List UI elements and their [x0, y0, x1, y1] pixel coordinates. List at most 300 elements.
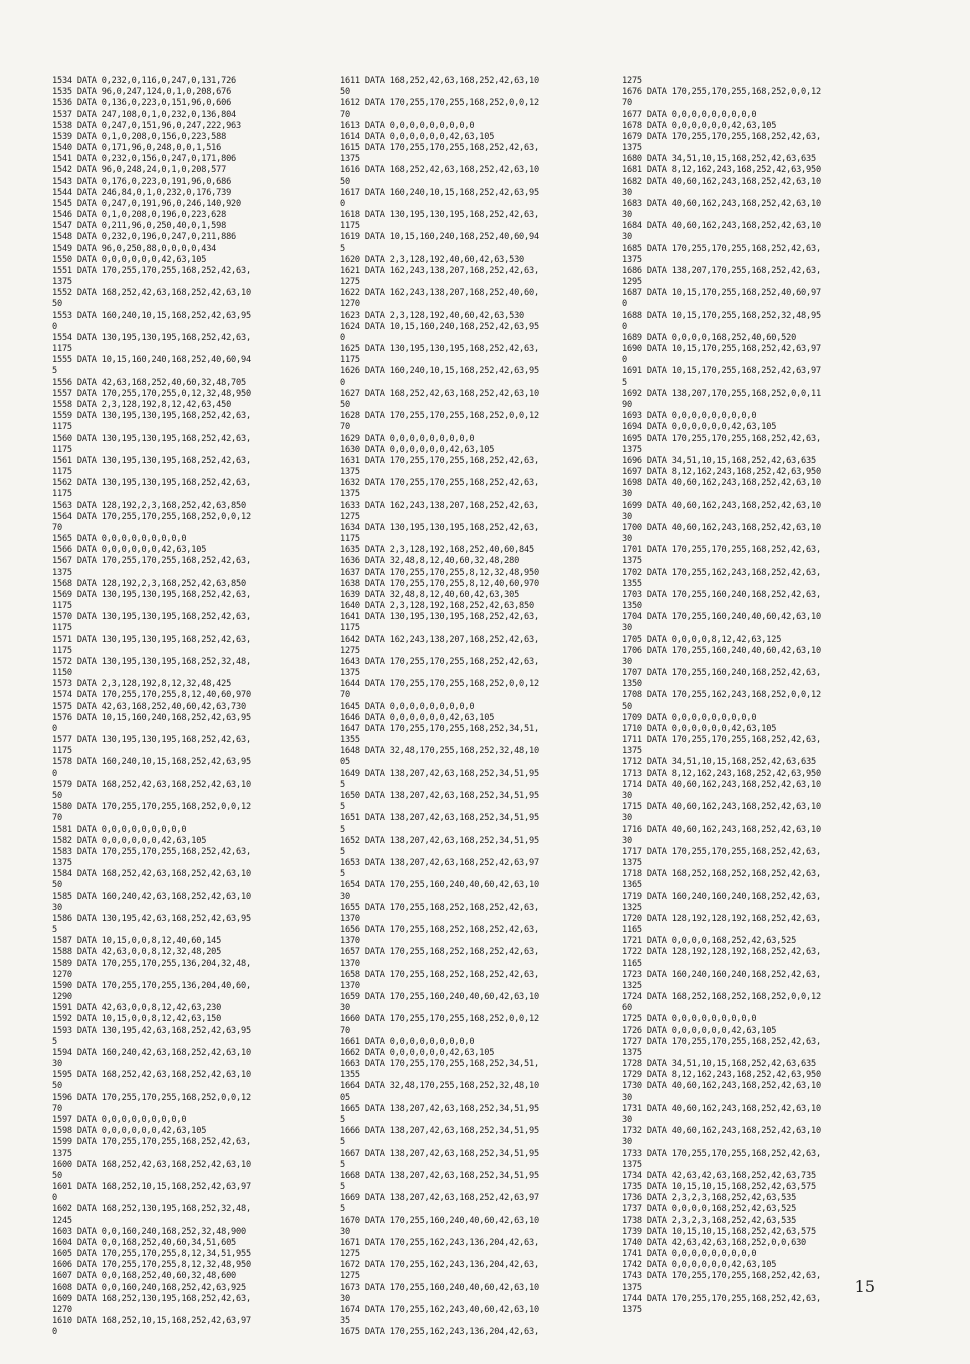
listing-line: 1370 — [340, 913, 360, 924]
listing-line: 1692 DATA 138,207,170,255,168,252,0,0,11 — [622, 388, 821, 399]
listing-line: 30 — [622, 232, 632, 243]
listing-line: 1651 DATA 138,207,42,63,168,252,34,51,95 — [340, 813, 539, 824]
listing-line: 30 — [622, 1137, 632, 1148]
listing-line: 1370 — [340, 958, 360, 969]
listing-line: 1632 DATA 170,255,170,255,168,252,42,63, — [340, 478, 539, 489]
listing-line: 1546 DATA 0,1,0,208,0,196,0,223,628 — [52, 210, 227, 221]
listing-line: 70 — [340, 690, 350, 701]
listing-line: 1552 DATA 168,252,42,63,168,252,42,63,10 — [52, 288, 251, 299]
listing-line: 1664 DATA 32,48,170,255,168,252,32,48,10 — [340, 1081, 539, 1092]
listing-line: 1551 DATA 170,255,170,255,168,252,42,63, — [52, 265, 251, 276]
listing-line: 1621 DATA 162,243,138,207,168,252,42,63, — [340, 265, 539, 276]
listing-line: 1610 DATA 168,252,10,15,168,252,42,63,97 — [52, 1316, 251, 1327]
listing-line: 1624 DATA 10,15,160,240,168,252,42,63,95 — [340, 321, 539, 332]
listing-line: 1563 DATA 128,192,2,3,168,252,42,63,850 — [52, 500, 246, 511]
listing-line: 1355 — [622, 578, 642, 589]
listing-line: 70 — [340, 109, 350, 120]
listing-line: 1175 — [52, 601, 72, 612]
listing-line: 1567 DATA 170,255,170,255,168,252,42,63, — [52, 556, 251, 567]
listing-line: 0 — [52, 321, 57, 332]
listing-line: 30 — [622, 835, 632, 846]
listing-line: 1717 DATA 170,255,170,255,168,252,42,63, — [622, 846, 821, 857]
listing-line: 1375 — [622, 444, 642, 455]
listing-line: 1590 DATA 170,255,170,255,136,204,40,60, — [52, 980, 251, 991]
listing-line: 1375 — [622, 1159, 642, 1170]
listing-line: 1741 DATA 0,0,0,0,0,0,0,0,0 — [622, 1249, 757, 1260]
listing-line: 1355 — [340, 1070, 360, 1081]
listing-line: 30 — [622, 1114, 632, 1125]
listing-line: 1734 DATA 42,63,42,63,168,252,42,63,735 — [622, 1170, 816, 1181]
listing-line: 1687 DATA 10,15,170,255,168,252,40,60,97 — [622, 288, 821, 299]
listing-line: 1555 DATA 10,15,160,240,168,252,40,60,94 — [52, 355, 251, 366]
listing-line: 1735 DATA 10,15,10,15,168,252,42,63,575 — [622, 1182, 816, 1193]
listing-line: 1540 DATA 0,171,96,0,248,0,0,1,516 — [52, 143, 222, 154]
listing-line: 1584 DATA 168,252,42,63,168,252,42,63,10 — [52, 869, 251, 880]
listing-line: 1712 DATA 34,51,10,15,168,252,42,63,635 — [622, 757, 816, 768]
listing-line: 1686 DATA 138,207,170,255,168,252,42,63, — [622, 265, 821, 276]
listing-line: 1557 DATA 170,255,170,255,0,12,32,48,950 — [52, 388, 251, 399]
listing-line: 1599 DATA 170,255,170,255,168,252,42,63, — [52, 1137, 251, 1148]
listing-line: 5 — [340, 779, 345, 790]
listing-line: 1295 — [622, 277, 642, 288]
listing-line: 1165 — [622, 958, 642, 969]
listing-line: 1270 — [340, 299, 360, 310]
listing-line: 1568 DATA 128,192,2,3,168,252,42,63,850 — [52, 578, 246, 589]
listing-line: 5 — [340, 1182, 345, 1193]
listing-line: 5 — [52, 1036, 57, 1047]
listing-line: 5 — [340, 1204, 345, 1215]
listing-line: 1375 — [52, 858, 72, 869]
listing-line: 1708 DATA 170,255,162,243,168,252,0,0,12 — [622, 690, 821, 701]
listing-line: 5 — [340, 243, 345, 254]
listing-line: 1626 DATA 160,240,10,15,168,252,42,63,95 — [340, 366, 539, 377]
listing-line: 1731 DATA 40,60,162,243,168,252,42,63,10 — [622, 1103, 821, 1114]
listing-line: 1707 DATA 170,255,160,240,168,252,42,63, — [622, 668, 821, 679]
listing-line: 1543 DATA 0,176,0,223,0,191,96,0,686 — [52, 176, 232, 187]
listing-line: 1539 DATA 0,1,0,208,0,156,0,223,588 — [52, 131, 227, 142]
listing-line: 1655 DATA 170,255,168,252,168,252,42,63, — [340, 902, 539, 913]
listing-line: 1576 DATA 10,15,160,240,168,252,42,63,95 — [52, 712, 251, 723]
listing-line: 0 — [340, 198, 345, 209]
listing-line: 1592 DATA 10,15,0,0,8,12,42,63,150 — [52, 1014, 222, 1025]
listing-line: 0 — [52, 723, 57, 734]
listing-line: 1600 DATA 168,252,42,63,168,252,42,63,10 — [52, 1159, 251, 1170]
listing-line: 1150 — [52, 668, 72, 679]
listing-line: 1619 DATA 10,15,160,240,168,252,40,60,94 — [340, 232, 539, 243]
listing-line: 1742 DATA 0,0,0,0,0,0,42,63,105 — [622, 1260, 777, 1271]
listing-line: 5 — [622, 377, 627, 388]
listing-line: 30 — [622, 210, 632, 221]
listing-line: 1175 — [52, 344, 72, 355]
listing-line: 1370 — [340, 936, 360, 947]
listing-line: 1675 DATA 170,255,162,243,136,204,42,63, — [340, 1327, 539, 1338]
listing-line: 1558 DATA 2,3,128,192,8,12,42,63,450 — [52, 399, 232, 410]
listing-line: 1638 DATA 170,255,170,255,8,12,40,60,970 — [340, 578, 539, 589]
listing-line: 1375 — [622, 254, 642, 265]
listing-line: 1656 DATA 170,255,168,252,168,252,42,63, — [340, 925, 539, 936]
listing-line: 30 — [622, 656, 632, 667]
listing-line: 1724 DATA 168,252,168,252,168,252,0,0,12 — [622, 992, 821, 1003]
listing-line: 1630 DATA 0,0,0,0,0,0,42,63,105 — [340, 444, 495, 455]
listing-line: 1721 DATA 0,0,0,0,168,252,42,63,525 — [622, 936, 797, 947]
listing-line: 1594 DATA 160,240,42,63,168,252,42,63,10 — [52, 1047, 251, 1058]
listing-line: 5 — [340, 1137, 345, 1148]
listing-line: 1683 DATA 40,60,162,243,168,252,42,63,10 — [622, 198, 821, 209]
listing-line: 1561 DATA 130,195,130,195,168,252,42,63, — [52, 455, 251, 466]
listing-line: 1591 DATA 42,63,0,0,8,12,42,63,230 — [52, 1003, 222, 1014]
listing-line: 1562 DATA 130,195,130,195,168,252,42,63, — [52, 478, 251, 489]
listing-line: 1375 — [52, 277, 72, 288]
listing-line: 1690 DATA 10,15,170,255,168,252,42,63,97 — [622, 344, 821, 355]
listing-line: 5 — [340, 802, 345, 813]
listing-line: 1574 DATA 170,255,170,255,8,12,40,60,970 — [52, 690, 251, 701]
listing-line: 1640 DATA 2,3,128,192,168,252,42,63,850 — [340, 601, 534, 612]
listing-line: 1711 DATA 170,255,170,255,168,252,42,63, — [622, 735, 821, 746]
listing-line: 1728 DATA 34,51,10,15,168,252,42,63,635 — [622, 1059, 816, 1070]
listing-line: 1668 DATA 138,207,42,63,168,252,34,51,95 — [340, 1170, 539, 1181]
listing-line: 1175 — [340, 534, 360, 545]
listing-line: 1608 DATA 0,0,160,240,168,252,42,63,925 — [52, 1282, 246, 1293]
listing-line: 30 — [622, 534, 632, 545]
listing-line: 0 — [622, 355, 627, 366]
listing-line: 1537 DATA 247,108,0,1,0,232,0,136,804 — [52, 109, 237, 120]
listing-line: 1637 DATA 170,255,170,255,8,12,32,48,950 — [340, 567, 539, 578]
listing-line: 1582 DATA 0,0,0,0,0,0,42,63,105 — [52, 835, 207, 846]
listing-line: 1375 — [340, 489, 360, 500]
listing-line: 1275 — [340, 1249, 360, 1260]
listing-line: 1275 — [340, 277, 360, 288]
listing-line: 1660 DATA 170,255,170,255,168,252,0,0,12 — [340, 1014, 539, 1025]
listing-line: 1702 DATA 170,255,162,243,168,252,42,63, — [622, 567, 821, 578]
listing-line: 70 — [52, 813, 62, 824]
listing-line: 1634 DATA 130,195,130,195,168,252,42,63, — [340, 522, 539, 533]
listing-line: 1680 DATA 34,51,10,15,168,252,42,63,635 — [622, 154, 816, 165]
listing-line: 1627 DATA 168,252,42,63,168,252,42,63,10 — [340, 388, 539, 399]
listing-line: 1589 DATA 170,255,170,255,136,204,32,48, — [52, 958, 251, 969]
listing-line: 1290 — [52, 992, 72, 1003]
listing-line: 1635 DATA 2,3,128,192,168,252,40,60,845 — [340, 545, 534, 556]
listing-line: 1701 DATA 170,255,170,255,168,252,42,63, — [622, 545, 821, 556]
listing-line: 1709 DATA 0,0,0,0,0,0,0,0,0 — [622, 712, 757, 723]
listing-line: 1681 DATA 8,12,162,243,168,252,42,63,950 — [622, 165, 821, 176]
listing-line: 1587 DATA 10,15,0,0,8,12,40,60,145 — [52, 936, 222, 947]
listing-line: 1175 — [340, 355, 360, 366]
listing-line: 70 — [52, 1103, 62, 1114]
listing-line: 70 — [52, 522, 62, 533]
listing-line: 1544 DATA 246,84,0,1,0,232,0,176,739 — [52, 187, 232, 198]
listing-line: 1715 DATA 40,60,162,243,168,252,42,63,10 — [622, 802, 821, 813]
listing-line: 1572 DATA 130,195,130,195,168,252,32,48, — [52, 656, 251, 667]
listing-line: 1620 DATA 2,3,128,192,40,60,42,63,530 — [340, 254, 525, 265]
listing-line: 1550 DATA 0,0,0,0,0,0,42,63,105 — [52, 254, 207, 265]
listing-line: 1175 — [52, 623, 72, 634]
listing-line: 1646 DATA 0,0,0,0,0,0,42,63,105 — [340, 712, 495, 723]
listing-line: 1639 DATA 32,48,8,12,40,60,42,63,305 — [340, 589, 520, 600]
listing-line: 70 — [340, 422, 350, 433]
listing-line: 1713 DATA 8,12,162,243,168,252,42,63,950 — [622, 768, 821, 779]
listing-column-1 — [52, 76, 332, 1338]
listing-line: 1542 DATA 96,0,248,24,0,1,0,208,577 — [52, 165, 227, 176]
listing-line: 1175 — [52, 645, 72, 656]
listing-line: 1554 DATA 130,195,130,195,168,252,42,63, — [52, 332, 251, 343]
listing-line: 50 — [340, 399, 350, 410]
listing-line: 1705 DATA 0,0,0,0,8,12,42,63,125 — [622, 634, 782, 645]
listing-line: 1275 — [340, 511, 360, 522]
listing-line: 1642 DATA 162,243,138,207,168,252,42,63, — [340, 634, 539, 645]
listing-line: 1667 DATA 138,207,42,63,168,252,34,51,95 — [340, 1148, 539, 1159]
listing-line: 1661 DATA 0,0,0,0,0,0,0,0,0 — [340, 1036, 475, 1047]
listing-line: 1736 DATA 2,3,2,3,168,252,42,63,535 — [622, 1193, 797, 1204]
listing-column-3 — [622, 76, 922, 1316]
listing-line: 1678 DATA 0,0,0,0,0,0,42,63,105 — [622, 120, 777, 131]
listing-line: 30 — [622, 623, 632, 634]
listing-line: 1631 DATA 170,255,170,255,168,252,42,63, — [340, 455, 539, 466]
listing-line: 1688 DATA 10,15,170,255,168,252,32,48,95 — [622, 310, 821, 321]
listing-line: 1375 — [622, 143, 642, 154]
listing-line: 1534 DATA 0,232,0,116,0,247,0,131,726 — [52, 76, 237, 86]
listing-line: 30 — [340, 1293, 350, 1304]
listing-line: 5 — [52, 925, 57, 936]
listing-line: 30 — [340, 1226, 350, 1237]
listing-line: 1684 DATA 40,60,162,243,168,252,42,63,10 — [622, 221, 821, 232]
listing-line: 1625 DATA 130,195,130,195,168,252,42,63, — [340, 344, 539, 355]
listing-line: 1615 DATA 170,255,170,255,168,252,42,63, — [340, 143, 539, 154]
listing-line: 1682 DATA 40,60,162,243,168,252,42,63,10 — [622, 176, 821, 187]
listing-line: 5 — [340, 869, 345, 880]
listing-line: 1609 DATA 168,252,130,195,168,252,42,63, — [52, 1293, 251, 1304]
listing-line: 1559 DATA 130,195,130,195,168,252,42,63, — [52, 411, 251, 422]
listing-line: 1695 DATA 170,255,170,255,168,252,42,63, — [622, 433, 821, 444]
listing-line: 1365 — [622, 880, 642, 891]
listing-line: 1325 — [622, 980, 642, 991]
listing-line: 1636 DATA 32,48,8,12,40,60,32,48,280 — [340, 556, 520, 567]
listing-line: 1556 DATA 42,63,168,252,40,60,32,48,705 — [52, 377, 246, 388]
listing-line: 1355 — [340, 735, 360, 746]
listing-line: 1564 DATA 170,255,170,255,168,252,0,0,12 — [52, 511, 251, 522]
page-number: 15 — [854, 1277, 875, 1296]
listing-line: 1577 DATA 130,195,130,195,168,252,42,63, — [52, 735, 251, 746]
listing-line: 0 — [52, 768, 57, 779]
listing-line: 50 — [52, 880, 62, 891]
listing-line: 1714 DATA 40,60,162,243,168,252,42,63,10 — [622, 779, 821, 790]
listing-line: 1673 DATA 170,255,160,240,40,60,42,63,10 — [340, 1282, 539, 1293]
listing-line: 1644 DATA 170,255,170,255,168,252,0,0,12 — [340, 679, 539, 690]
listing-line: 1700 DATA 40,60,162,243,168,252,42,63,10 — [622, 522, 821, 533]
listing-line: 1575 DATA 42,63,168,252,40,60,42,63,730 — [52, 701, 246, 712]
listing-line: 1175 — [52, 467, 72, 478]
listing-line: 1629 DATA 0,0,0,0,0,0,0,0,0 — [340, 433, 475, 444]
listing-line: 1538 DATA 0,247,0,151,96,0,247,222,963 — [52, 120, 242, 131]
listing-line: 1375 — [622, 746, 642, 757]
listing-line: 1573 DATA 2,3,128,192,8,12,32,48,425 — [52, 679, 232, 690]
listing-line: 1535 DATA 96,0,247,124,0,1,0,208,676 — [52, 87, 232, 98]
listing-line: 1611 DATA 168,252,42,63,168,252,42,63,10 — [340, 76, 539, 86]
listing-line: 1616 DATA 168,252,42,63,168,252,42,63,10 — [340, 165, 539, 176]
listing-line: 1607 DATA 0,0,168,252,40,60,32,48,600 — [52, 1271, 237, 1282]
listing-line: 1604 DATA 0,0,168,252,40,60,34,51,605 — [52, 1237, 237, 1248]
listing-line: 1658 DATA 170,255,168,252,168,252,42,63, — [340, 969, 539, 980]
listing-line: 1657 DATA 170,255,168,252,168,252,42,63, — [340, 947, 539, 958]
listing-line: 1175 — [52, 422, 72, 433]
listing-line: 50 — [52, 299, 62, 310]
listing-line: 1275 — [340, 1271, 360, 1282]
listing-line: 1617 DATA 160,240,10,15,168,252,42,63,95 — [340, 187, 539, 198]
listing-line: 1650 DATA 138,207,42,63,168,252,34,51,95 — [340, 791, 539, 801]
listing-line: 1730 DATA 40,60,162,243,168,252,42,63,10 — [622, 1081, 821, 1092]
listing-line: 1612 DATA 170,255,170,255,168,252,0,0,12 — [340, 98, 539, 109]
listing-line: 1744 DATA 170,255,170,255,168,252,42,63, — [622, 1293, 821, 1304]
listing-line: 1677 DATA 0,0,0,0,0,0,0,0,0 — [622, 109, 757, 120]
listing-line: 1375 — [52, 567, 72, 578]
listing-line: 30 — [622, 511, 632, 522]
listing-line: 1375 — [340, 467, 360, 478]
listing-line: 1375 — [622, 858, 642, 869]
listing-line: 5 — [340, 1114, 345, 1125]
listing-line: 1696 DATA 34,51,10,15,168,252,42,63,635 — [622, 455, 816, 466]
listing-line: 1710 DATA 0,0,0,0,0,0,42,63,105 — [622, 723, 777, 734]
listing-line: 50 — [52, 791, 62, 801]
listing-line: 1648 DATA 32,48,170,255,168,252,32,48,10 — [340, 746, 539, 757]
listing-line: 1560 DATA 130,195,130,195,168,252,42,63, — [52, 433, 251, 444]
listing-line: 1699 DATA 40,60,162,243,168,252,42,63,10 — [622, 500, 821, 511]
listing-line: 0 — [622, 321, 627, 332]
listing-line: 30 — [622, 489, 632, 500]
listing-line: 1275 — [340, 645, 360, 656]
listing-line: 1663 DATA 170,255,170,255,168,252,34,51, — [340, 1059, 539, 1070]
listing-line: 1633 DATA 162,243,138,207,168,252,42,63, — [340, 500, 539, 511]
listing-line: 70 — [340, 1025, 350, 1036]
listing-line: 5 — [340, 1159, 345, 1170]
listing-line: 1605 DATA 170,255,170,255,8,12,34,51,955 — [52, 1249, 251, 1260]
listing-line: 0 — [622, 299, 627, 310]
listing-line: 1245 — [52, 1215, 72, 1226]
listing-line: 1548 DATA 0,232,0,196,0,247,0,211,886 — [52, 232, 237, 243]
listing-line: 1175 — [52, 746, 72, 757]
listing-line: 1350 — [622, 601, 642, 612]
listing-line: 1719 DATA 160,240,160,240,168,252,42,63, — [622, 891, 821, 902]
listing-line: 1375 — [622, 1047, 642, 1058]
listing-line: 1641 DATA 130,195,130,195,168,252,42,63, — [340, 612, 539, 623]
listing-line: 1689 DATA 0,0,0,0,168,252,40,60,520 — [622, 332, 797, 343]
listing-line: 1583 DATA 170,255,170,255,168,252,42,63, — [52, 846, 251, 857]
listing-line: 1325 — [622, 902, 642, 913]
listing-line: 1622 DATA 162,243,138,207,168,252,40,60, — [340, 288, 539, 299]
listing-line: 1679 DATA 170,255,170,255,168,252,42,63, — [622, 131, 821, 142]
listing-line: 70 — [622, 98, 632, 109]
listing-line: 1598 DATA 0,0,0,0,0,0,42,63,105 — [52, 1126, 207, 1137]
listing-line: 1652 DATA 138,207,42,63,168,252,34,51,95 — [340, 835, 539, 846]
listing-line: 1662 DATA 0,0,0,0,0,0,42,63,105 — [340, 1047, 495, 1058]
listing-line: 1571 DATA 130,195,130,195,168,252,42,63, — [52, 634, 251, 645]
listing-column-2 — [340, 76, 620, 1338]
listing-line: 50 — [52, 1081, 62, 1092]
listing-line: 1704 DATA 170,255,160,240,40,60,42,63,10 — [622, 612, 821, 623]
listing-line: 1570 DATA 130,195,130,195,168,252,42,63, — [52, 612, 251, 623]
listing-line: 1666 DATA 138,207,42,63,168,252,34,51,95 — [340, 1126, 539, 1137]
listing-line: 1645 DATA 0,0,0,0,0,0,0,0,0 — [340, 701, 475, 712]
listing-line: 1706 DATA 170,255,160,240,40,60,42,63,10 — [622, 645, 821, 656]
listing-line: 1614 DATA 0,0,0,0,0,0,42,63,105 — [340, 131, 495, 142]
listing-line: 1547 DATA 0,211,96,0,250,40,0,1,598 — [52, 221, 227, 232]
listing-line: 1669 DATA 138,207,42,63,168,252,42,63,97 — [340, 1193, 539, 1204]
listing-line: 1175 — [340, 221, 360, 232]
listing-line: 1565 DATA 0,0,0,0,0,0,0,0,0 — [52, 534, 187, 545]
listing-line: 35 — [340, 1316, 350, 1327]
listing-line: 1623 DATA 2,3,128,192,40,60,42,63,530 — [340, 310, 525, 321]
listing-line: 1670 DATA 170,255,160,240,40,60,42,63,10 — [340, 1215, 539, 1226]
listing-line: 1585 DATA 160,240,42,63,168,252,42,63,10 — [52, 891, 251, 902]
listing-line: 50 — [340, 176, 350, 187]
listing-line: 1703 DATA 170,255,160,240,168,252,42,63, — [622, 589, 821, 600]
listing-line: 30 — [622, 791, 632, 801]
listing-line: 30 — [622, 1092, 632, 1103]
listing-line: 1740 DATA 42,63,42,63,168,252,0,0,630 — [622, 1237, 807, 1248]
listing-line: 1175 — [340, 623, 360, 634]
listing-line: 1375 — [340, 668, 360, 679]
listing-line: 50 — [622, 701, 632, 712]
listing-line: 1545 DATA 0,247,0,191,96,0,246,140,920 — [52, 198, 242, 209]
listing-line: 50 — [52, 1170, 62, 1181]
listing-line: 1375 — [52, 1148, 72, 1159]
listing-line: 1726 DATA 0,0,0,0,0,0,42,63,105 — [622, 1025, 777, 1036]
listing-line: 1716 DATA 40,60,162,243,168,252,42,63,10 — [622, 824, 821, 835]
listing-line: 1697 DATA 8,12,162,243,168,252,42,63,950 — [622, 467, 821, 478]
listing-line: 1602 DATA 168,252,130,195,168,252,32,48, — [52, 1204, 251, 1215]
listing-line: 1618 DATA 130,195,130,195,168,252,42,63, — [340, 210, 539, 221]
listing-line: 1536 DATA 0,136,0,223,0,151,96,0,606 — [52, 98, 232, 109]
listing-line: 5 — [340, 846, 345, 857]
listing-line: 90 — [622, 399, 632, 410]
listing-line: 30 — [622, 813, 632, 824]
listing-line: 1732 DATA 40,60,162,243,168,252,42,63,10 — [622, 1126, 821, 1137]
listing-line: 1691 DATA 10,15,170,255,168,252,42,63,97 — [622, 366, 821, 377]
listing-line: 1718 DATA 168,252,168,252,168,252,42,63, — [622, 869, 821, 880]
listing-line: 1720 DATA 128,192,128,192,168,252,42,63, — [622, 913, 821, 924]
listing-line: 1586 DATA 130,195,42,63,168,252,42,63,95 — [52, 913, 251, 924]
listing-line: 30 — [340, 891, 350, 902]
listing-line: 1676 DATA 170,255,170,255,168,252,0,0,12 — [622, 87, 821, 98]
listing-line: 1270 — [52, 969, 72, 980]
listing-line: 1275 — [622, 76, 642, 86]
listing-line: 5 — [340, 824, 345, 835]
listing-line: 1549 DATA 96,0,250,88,0,0,0,0,434 — [52, 243, 217, 254]
listing-line: 1566 DATA 0,0,0,0,0,0,42,63,105 — [52, 545, 207, 556]
listing-line: 1665 DATA 138,207,42,63,168,252,34,51,95 — [340, 1103, 539, 1114]
listing-line: 1733 DATA 170,255,170,255,168,252,42,63, — [622, 1148, 821, 1159]
listing-line: 1597 DATA 0,0,0,0,0,0,0,0,0 — [52, 1114, 187, 1125]
listing-line: 1593 DATA 130,195,42,63,168,252,42,63,95 — [52, 1025, 251, 1036]
listing-line: 1649 DATA 138,207,42,63,168,252,34,51,95 — [340, 768, 539, 779]
listing-line: 1693 DATA 0,0,0,0,0,0,0,0,0 — [622, 411, 757, 422]
listing-line: 60 — [622, 1003, 632, 1014]
listing-line: 1674 DATA 170,255,162,243,40,60,42,63,10 — [340, 1304, 539, 1315]
listing-line: 1685 DATA 170,255,170,255,168,252,42,63, — [622, 243, 821, 254]
listing-line: 1553 DATA 160,240,10,15,168,252,42,63,95 — [52, 310, 251, 321]
listing-line: 1722 DATA 128,192,128,192,168,252,42,63, — [622, 947, 821, 958]
listing-line: 1370 — [340, 980, 360, 991]
listing-line: 30 — [622, 187, 632, 198]
listing-line: 1659 DATA 170,255,160,240,40,60,42,63,10 — [340, 992, 539, 1003]
listing-line: 1672 DATA 170,255,162,243,136,204,42,63, — [340, 1260, 539, 1271]
listing-line: 30 — [52, 1059, 62, 1070]
listing-line: 1606 DATA 170,255,170,255,8,12,32,48,950 — [52, 1260, 251, 1271]
listing-line: 1165 — [622, 925, 642, 936]
listing-line: 1541 DATA 0,232,0,156,0,247,0,171,806 — [52, 154, 237, 165]
listing-line: 1603 DATA 0,0,160,240,168,252,32,48,900 — [52, 1226, 246, 1237]
listing-line: 1613 DATA 0,0,0,0,0,0,0,0,0 — [340, 120, 475, 131]
listing-line: 1596 DATA 170,255,170,255,168,252,0,0,12 — [52, 1092, 251, 1103]
listing-line: 1698 DATA 40,60,162,243,168,252,42,63,10 — [622, 478, 821, 489]
